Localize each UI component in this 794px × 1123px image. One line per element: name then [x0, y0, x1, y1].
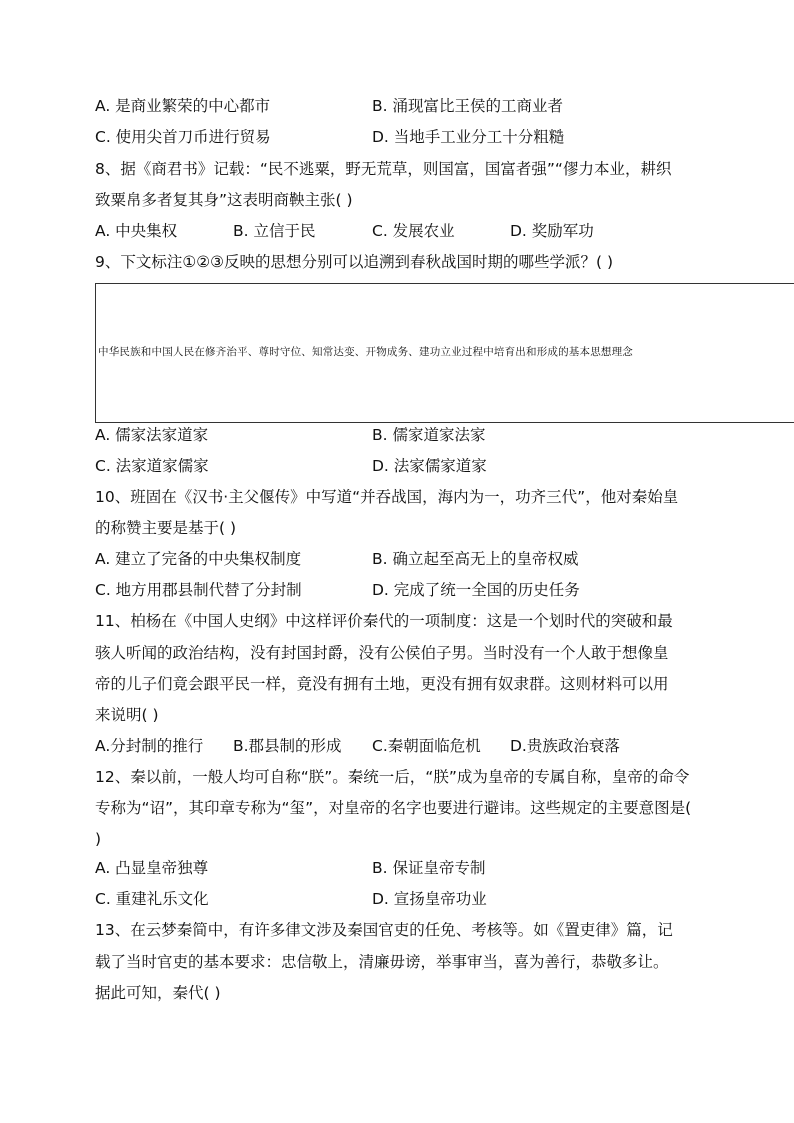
q8-option-a: A. 中央集权: [95, 222, 178, 240]
q9-option-d: D. 法家儒家道家: [372, 457, 487, 475]
q10-option-d: D. 完成了统一全国的历史任务: [372, 581, 580, 599]
q10-stem-line-2: 的称赞主要是基于( ): [95, 519, 237, 537]
q9-option-c: C. 法家道家儒家: [95, 457, 209, 475]
q12-stem-line-2: 专称为“诏”，其印章专称为“玺”，对皇帝的名字也要进行避讳。这些规定的主要意图是(: [95, 799, 692, 817]
q7-option-d: D. 当地手工业分工十分粗糙: [372, 128, 565, 146]
q7-option-a: A. 是商业繁荣的中心都市: [95, 97, 271, 115]
q7-option-c: C. 使用尖首刀币进行贸易: [95, 128, 271, 146]
q7-option-b: B. 涌现富比王侯的工商业者: [372, 97, 563, 115]
q13-stem-line-3: 据此可知，秦代( ): [95, 984, 221, 1002]
q11-option-a: A.分封制的推行: [95, 737, 204, 755]
q9-option-b: B. 儒家道家法家: [372, 426, 486, 444]
q10-stem-line-1: 10、班固在《汉书·主父偃传》中写道“并吞战国，海内为一，功齐三代”，他对秦始皇: [95, 488, 679, 506]
q8-option-c: C. 发展农业: [372, 222, 455, 240]
q8-option-b: B. 立信于民: [233, 222, 316, 240]
q11-option-b: B.郡县制的形成: [233, 737, 342, 755]
q11-stem-line-3: 帝的儿子们竟会跟平民一样，竟没有拥有土地，更没有拥有奴隶群。这则材料可以用: [95, 675, 669, 693]
q11-option-d: D.贵族政治衰落: [510, 737, 620, 755]
q12-stem-line-1: 12、秦以前，一般人均可自称“朕”。秦统一后，“朕”成为皇帝的专属自称，皇帝的命令: [95, 768, 690, 786]
q12-stem-line-3: ): [95, 830, 102, 848]
q13-stem-line-1: 13、在云梦秦简中，有许多律文涉及秦国官吏的任免、考核等。如《置吏律》篇，记: [95, 921, 673, 939]
q10-option-b: B. 确立起至高无上的皇帝权威: [372, 550, 579, 568]
q12-option-d: D. 宣扬皇帝功业: [372, 890, 487, 908]
q9-option-a: A. 儒家法家道家: [95, 426, 209, 444]
q8-option-d: D. 奖励军功: [510, 222, 594, 240]
q10-option-a: A. 建立了完备的中央集权制度: [95, 550, 302, 568]
q12-option-b: B. 保证皇帝专制: [372, 859, 486, 877]
q13-stem-line-2: 载了当时官吏的基本要求：忠信敬上，清廉毋谤，举事审当，喜为善行，恭敬多让。: [95, 953, 669, 971]
q11-stem-line-4: 来说明( ): [95, 706, 159, 724]
q11-stem-line-1: 11、柏杨在《中国人史纲》中这样评价秦代的一项制度：这是一个划时代的突破和最: [95, 612, 673, 630]
q12-option-c: C. 重建礼乐文化: [95, 890, 209, 908]
q11-stem-line-2: 骇人听闻的政治结构，没有封国封爵，没有公侯伯子男。当时没有一个人敢于想像皇: [95, 644, 669, 662]
q10-option-c: C. 地方用郡县制代替了分封制: [95, 581, 302, 599]
q8-stem-line-2: 致粟帛多者复其身”这表明商鞅主张( ): [95, 191, 353, 209]
q8-stem-line-1: 8、据《商君书》记载：“民不逃粟，野无荒草，则国富，国富者强”“僇力本业，耕织: [95, 160, 672, 178]
q11-option-c: C.秦朝面临危机: [372, 737, 481, 755]
q9-stem: 9、下文标注①②③反映的思想分别可以追溯到春秋战国时期的哪些学派？( ): [95, 253, 614, 271]
q9-quote-text: 中华民族和中国人民在修齐治平、尊时守位、知常达变、开物成务、建功立业过程中培育出和形成的基本思想理念: [98, 346, 633, 358]
q12-option-a: A. 凸显皇帝独尊: [95, 859, 209, 877]
q9-quote-box: [95, 283, 794, 423]
